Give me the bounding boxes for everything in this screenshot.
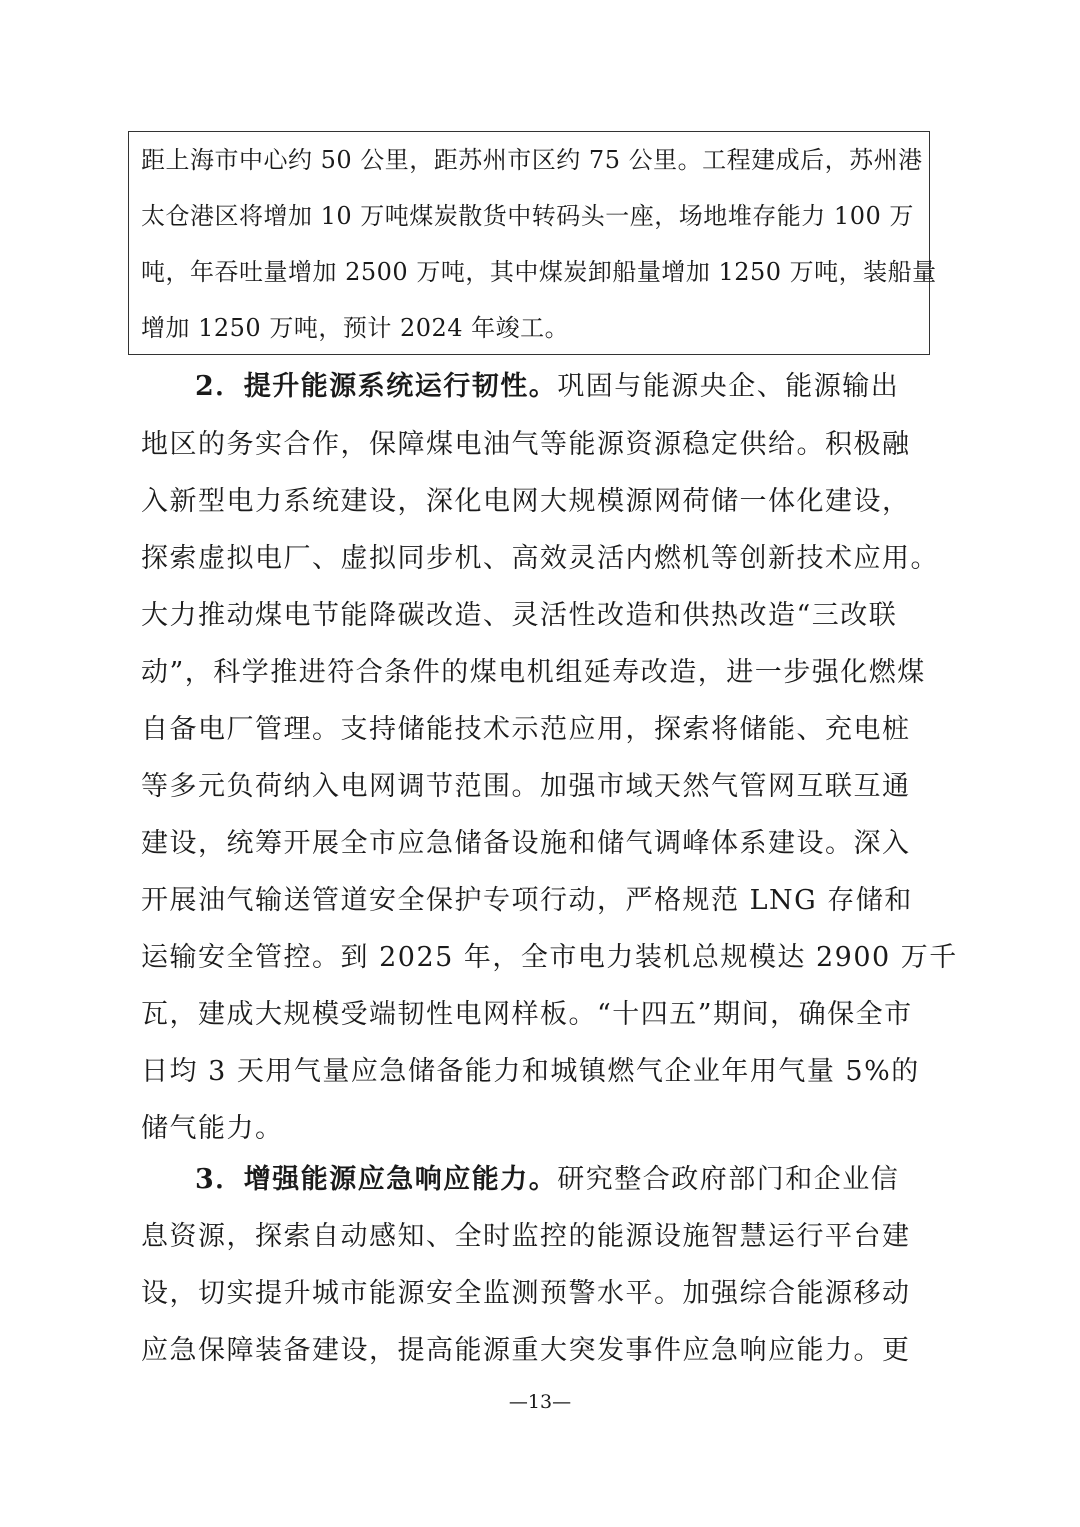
paragraph-line: 息资源，探索自动感知、全时监控的能源设施智慧运行平台建 — [141, 1221, 911, 1252]
paragraph-line: 应急保障装备建设，提高能源重大突发事件应急响应能力。更 — [141, 1335, 911, 1366]
paragraph-line: 动”，科学推进符合条件的煤电机组延寿改造，进一步强化燃煤 — [141, 657, 926, 688]
paragraph-line: 日均 3 天用气量应急储备能力和城镇燃气企业年用气量 5%的 — [141, 1056, 920, 1087]
paragraph-line: 开展油气输送管道安全保护专项行动，严格规范 LNG 存储和 — [141, 885, 913, 916]
box-line: 太仓港区将增加 10 万吨煤炭散货中转码头一座，场地堆存能力 100 万 — [141, 202, 914, 230]
paragraph-line: 等多元负荷纳入电网调节范围。加强市域天然气管网互联互通 — [141, 771, 911, 802]
box-line: 增加 1250 万吨，预计 2024 年竣工。 — [141, 314, 570, 342]
paragraph-line: 自备电厂管理。支持储能技术示范应用，探索将储能、充电桩 — [141, 714, 911, 745]
box-line: 距上海市中心约 50 公里，距苏州市区约 75 公里。工程建成后，苏州港 — [141, 146, 923, 174]
paragraph-line: 大力推动煤电节能降碳改造、灵活性改造和供热改造“三改联 — [141, 600, 898, 631]
paragraph-line: 地区的务实合作，保障煤电油气等能源资源稳定供给。积极融 — [141, 429, 911, 460]
paragraph-text: 研究整合政府部门和企业信 — [557, 1164, 900, 1195]
paragraph-heading: 3．增强能源应急响应能力。 — [195, 1164, 558, 1195]
paragraph-line: 设，切实提升城市能源安全监测预警水平。加强综合能源移动 — [141, 1278, 911, 1309]
paragraph-line: 建设，统筹开展全市应急储备设施和储气调峰体系建设。深入 — [141, 828, 911, 859]
paragraph-line: 储气能力。 — [141, 1113, 284, 1144]
paragraph-heading: 2．提升能源系统运行韧性。 — [195, 371, 558, 402]
paragraph-text: 巩固与能源央企、能源输出 — [557, 371, 900, 402]
paragraph-first-line — [195, 371, 899, 403]
paragraph-line: 探索虚拟电厂、虚拟同步机、高效灵活内燃机等创新技术应用。 — [141, 543, 939, 574]
highlight-box — [128, 131, 937, 355]
paragraph-line: 运输安全管控。到 2025 年，全市电力装机总规模达 2900 万千 — [141, 942, 958, 973]
paragraph-line: 瓦，建成大规模受端韧性电网样板。“十四五”期间，确保全市 — [141, 999, 913, 1030]
page-number: —13— — [508, 1391, 572, 1413]
box-line: 吨，年吞吐量增加 2500 万吨，其中煤炭卸船量增加 1250 万吨，装船量 — [141, 258, 937, 286]
paragraph-first-line — [195, 1164, 899, 1196]
paragraph-line: 入新型电力系统建设，深化电网大规模源网荷储一体化建设， — [141, 486, 911, 517]
